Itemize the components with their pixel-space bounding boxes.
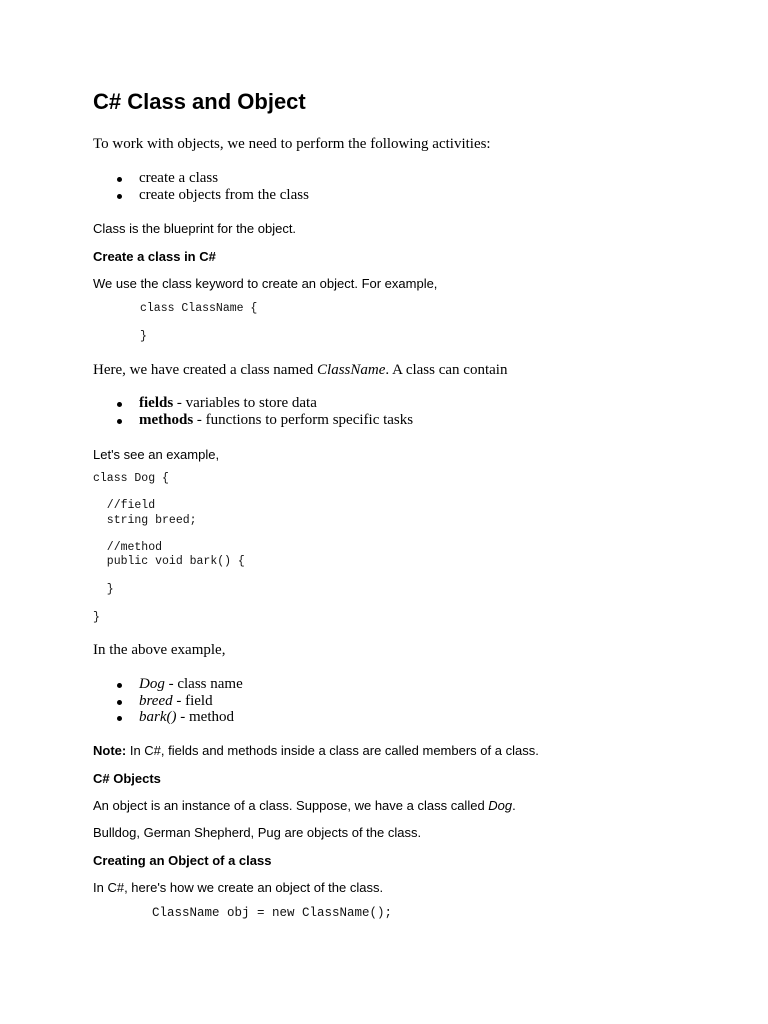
dog-emphasis: Dog (488, 798, 513, 813)
code-line: } (93, 611, 100, 624)
note-text: In C#, fields and methods inside a class are called members of a class. (126, 743, 539, 758)
term-description: - method (176, 709, 234, 725)
term: bark() (139, 709, 177, 725)
code-line: //field (93, 499, 156, 512)
instance-paragraph (93, 798, 516, 813)
code-line: } (93, 583, 114, 596)
bullet-marker (117, 700, 122, 705)
note-paragraph (93, 743, 539, 758)
bullet-marker (117, 194, 122, 199)
how-paragraph: In C#, here's how we create an object of the class. (93, 880, 384, 895)
code-line: class Dog { (93, 472, 169, 485)
keyword-paragraph: We use the class keyword to create an object. For example, (93, 276, 438, 291)
example-item (139, 709, 234, 726)
term-description: - class name (164, 676, 243, 692)
objects-heading: C# Objects (93, 771, 161, 786)
code-line: public void bark() { (93, 555, 245, 568)
bullet-marker (117, 177, 122, 182)
here-paragraph (93, 362, 507, 379)
intro-paragraph: To work with objects, we need to perform the following activities: (93, 136, 491, 152)
example-item (139, 676, 243, 693)
code-line: ClassName obj = new ClassName(); (152, 906, 393, 920)
term-description: - field (172, 693, 213, 709)
creating-heading: Creating an Object of a class (93, 853, 272, 868)
class-name-emphasis: ClassName (317, 362, 386, 378)
activity-item: create a class (139, 170, 219, 186)
term: fields (139, 395, 174, 411)
code-line: class ClassName { (140, 302, 258, 315)
instance-text-before: An object is an instance of a class. Suppose, we have a class called (93, 798, 489, 813)
contains-item (139, 395, 317, 412)
bullet-marker (117, 716, 122, 721)
example-intro: Let's see an example, (93, 447, 220, 462)
here-text-before: Here, we have created a class named (93, 362, 318, 378)
above-paragraph: In the above example, (93, 642, 226, 658)
note-label: Note: (93, 743, 127, 758)
activity-item: create objects from the class (139, 187, 309, 203)
term: Dog (139, 676, 165, 692)
code-line: //method (93, 541, 163, 554)
bullet-marker (117, 683, 122, 688)
term: methods (139, 412, 194, 428)
blueprint-paragraph: Class is the blueprint for the object. (93, 221, 297, 236)
example-item (139, 693, 213, 710)
instance-text-after: . (512, 798, 516, 813)
contains-item (139, 412, 413, 429)
code-line: } (140, 330, 147, 343)
term: breed (139, 693, 173, 709)
code-line: string breed; (93, 514, 197, 527)
page-title: C# Class and Object (93, 89, 306, 114)
term-description: - functions to perform specific tasks (193, 412, 414, 428)
bulldog-paragraph: Bulldog, German Shepherd, Pug are objects of the class. (93, 825, 422, 840)
bullet-marker (117, 402, 122, 407)
create-class-heading: Create a class in C# (93, 249, 216, 264)
bullet-marker (117, 419, 122, 424)
here-text-after: . A class can contain (385, 362, 508, 378)
term-description: - variables to store data (173, 395, 317, 411)
